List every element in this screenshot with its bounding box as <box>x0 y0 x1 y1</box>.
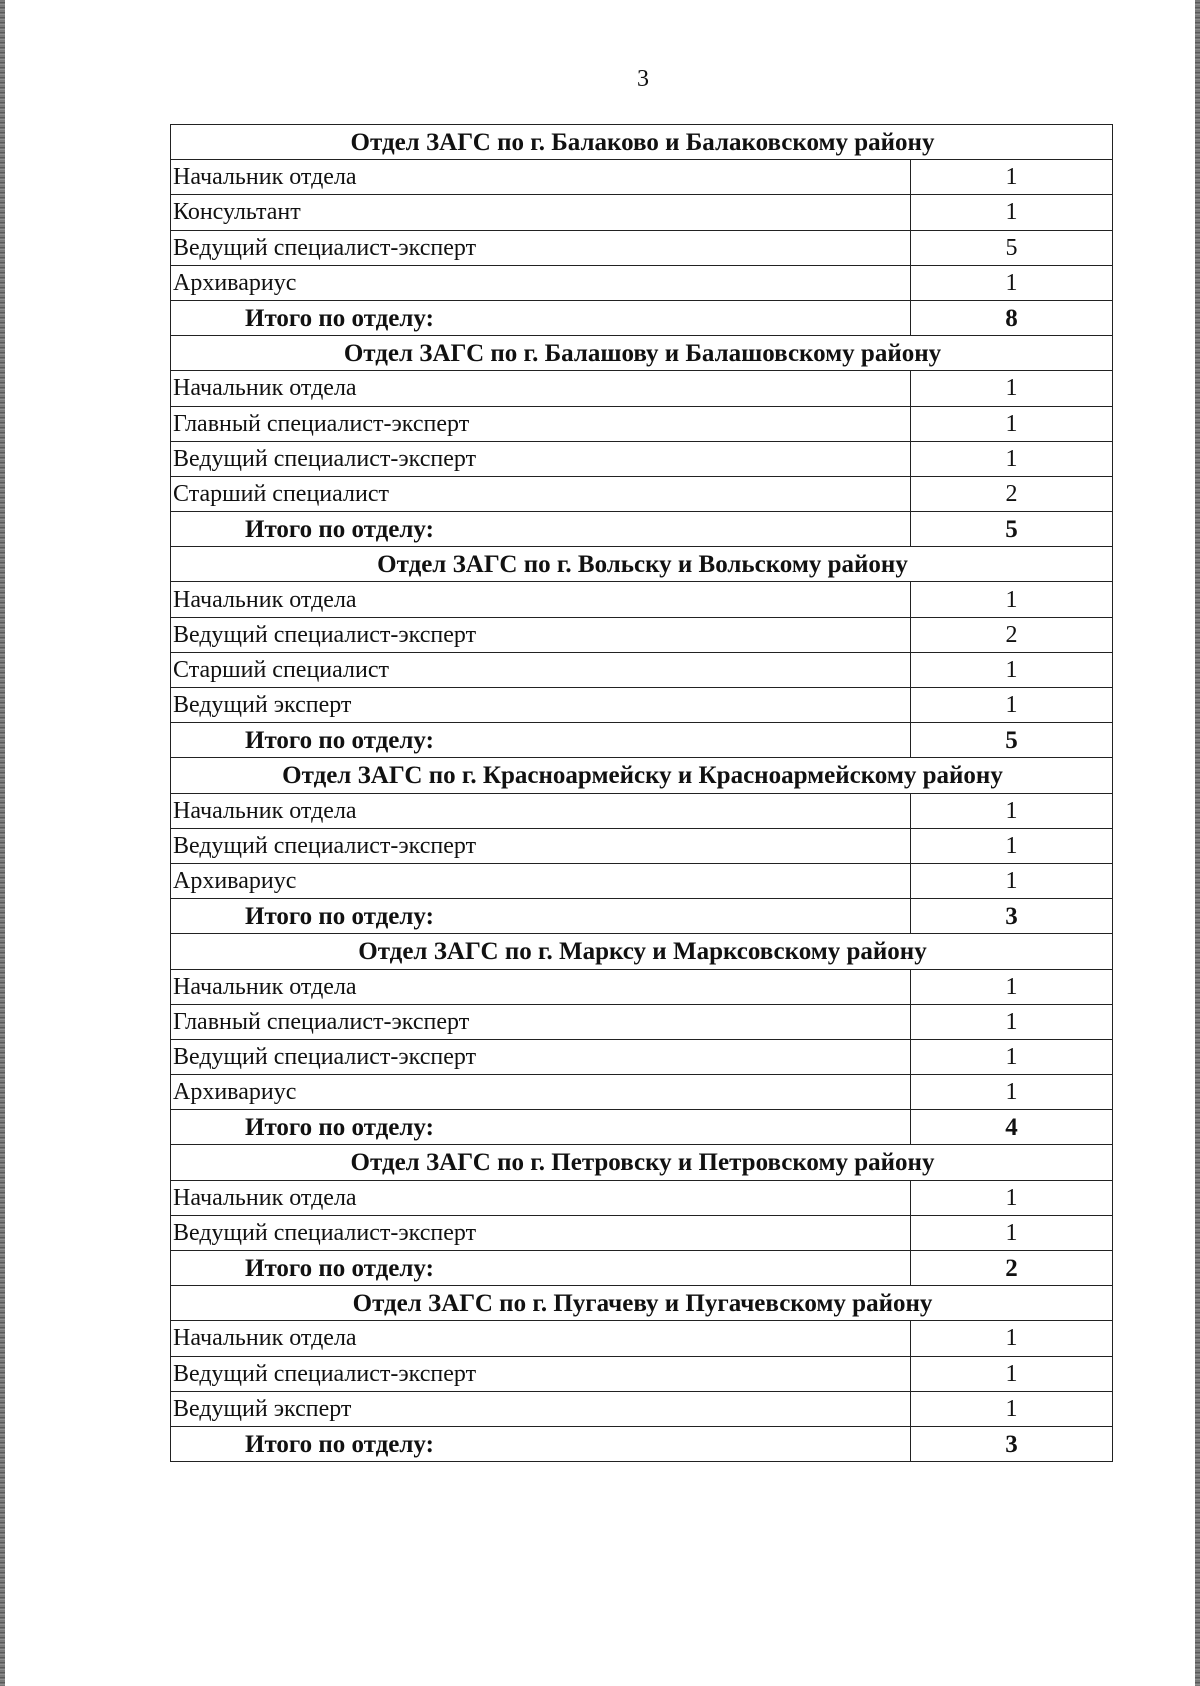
department-total-row <box>171 723 1113 758</box>
position-name: Ведущий специалист-эксперт <box>171 1356 911 1391</box>
total-value: 5 <box>911 512 1113 547</box>
total-value: 5 <box>911 723 1113 758</box>
department-title: Отдел ЗАГС по г. Балаково и Балаковскому району <box>171 125 1113 160</box>
total-value: 8 <box>911 300 1113 335</box>
scan-edge-right <box>1195 0 1200 1686</box>
department-title: Отдел ЗАГС по г. Вольску и Вольскому району <box>171 547 1113 582</box>
position-name: Архивариус <box>171 265 911 300</box>
position-name: Старший специалист <box>171 652 911 687</box>
position-name: Ведущий специалист-эксперт <box>171 1039 911 1074</box>
position-name: Начальник отдела <box>171 582 911 617</box>
table-row <box>171 195 1113 230</box>
position-name: Начальник отдела <box>171 969 911 1004</box>
department-header-row <box>171 1286 1113 1321</box>
department-total-row <box>171 1110 1113 1145</box>
department-total-row <box>171 899 1113 934</box>
table-row <box>171 265 1113 300</box>
position-name: Начальник отдела <box>171 793 911 828</box>
position-count: 1 <box>911 1321 1113 1356</box>
table-row <box>171 1075 1113 1110</box>
position-count: 1 <box>911 1075 1113 1110</box>
department-header-row <box>171 547 1113 582</box>
position-count: 1 <box>911 441 1113 476</box>
total-label: Итого по отделу: <box>171 723 911 758</box>
position-count: 1 <box>911 1356 1113 1391</box>
position-count: 2 <box>911 476 1113 511</box>
position-name: Старший специалист <box>171 476 911 511</box>
department-header-row <box>171 934 1113 969</box>
table-row <box>171 160 1113 195</box>
department-title: Отдел ЗАГС по г. Петровску и Петровскому району <box>171 1145 1113 1180</box>
position-name: Начальник отдела <box>171 160 911 195</box>
total-label: Итого по отделу: <box>171 899 911 934</box>
total-value: 2 <box>911 1251 1113 1286</box>
position-name: Начальник отдела <box>171 371 911 406</box>
position-count: 1 <box>911 406 1113 441</box>
total-value: 4 <box>911 1110 1113 1145</box>
table-row <box>171 652 1113 687</box>
department-title: Отдел ЗАГС по г. Пугачеву и Пугачевскому району <box>171 1286 1113 1321</box>
table-row <box>171 688 1113 723</box>
position-name: Архивариус <box>171 863 911 898</box>
position-name: Ведущий эксперт <box>171 688 911 723</box>
table-row <box>171 617 1113 652</box>
position-name: Главный специалист-эксперт <box>171 406 911 441</box>
position-name: Ведущий специалист-эксперт <box>171 441 911 476</box>
position-count: 1 <box>911 969 1113 1004</box>
position-count: 1 <box>911 371 1113 406</box>
total-value: 3 <box>911 899 1113 934</box>
scan-edge-left <box>0 0 5 1686</box>
table-row <box>171 582 1113 617</box>
position-count: 1 <box>911 1180 1113 1215</box>
table-row <box>171 1215 1113 1250</box>
position-count: 1 <box>911 688 1113 723</box>
table-row <box>171 406 1113 441</box>
total-value: 3 <box>911 1426 1113 1461</box>
position-name: Начальник отдела <box>171 1180 911 1215</box>
table-row <box>171 1391 1113 1426</box>
department-header-row <box>171 125 1113 160</box>
department-total-row <box>171 512 1113 547</box>
position-count: 2 <box>911 617 1113 652</box>
department-title: Отдел ЗАГС по г. Марксу и Марксовскому району <box>171 934 1113 969</box>
total-label: Итого по отделу: <box>171 1110 911 1145</box>
department-title: Отдел ЗАГС по г. Балашову и Балашовскому району <box>171 336 1113 371</box>
position-count: 1 <box>911 863 1113 898</box>
position-name: Ведущий специалист-эксперт <box>171 230 911 265</box>
position-count: 1 <box>911 793 1113 828</box>
table-row <box>171 230 1113 265</box>
table-row <box>171 969 1113 1004</box>
staffing-table-body <box>171 125 1113 1462</box>
position-count: 1 <box>911 652 1113 687</box>
department-total-row <box>171 300 1113 335</box>
department-header-row <box>171 1145 1113 1180</box>
position-count: 1 <box>911 1391 1113 1426</box>
table-row <box>171 476 1113 511</box>
position-count: 1 <box>911 160 1113 195</box>
department-title: Отдел ЗАГС по г. Красноармейску и Красноармейскому району <box>171 758 1113 793</box>
table-row <box>171 441 1113 476</box>
total-label: Итого по отделу: <box>171 1251 911 1286</box>
total-label: Итого по отделу: <box>171 512 911 547</box>
position-name: Консультант <box>171 195 911 230</box>
department-header-row <box>171 758 1113 793</box>
table-row <box>171 1321 1113 1356</box>
table-row <box>171 1039 1113 1074</box>
position-count: 5 <box>911 230 1113 265</box>
position-name: Ведущий специалист-эксперт <box>171 828 911 863</box>
table-row <box>171 1356 1113 1391</box>
position-count: 1 <box>911 828 1113 863</box>
table-row <box>171 1180 1113 1215</box>
total-label: Итого по отделу: <box>171 300 911 335</box>
position-name: Начальник отдела <box>171 1321 911 1356</box>
position-count: 1 <box>911 1004 1113 1039</box>
department-total-row <box>171 1251 1113 1286</box>
position-count: 1 <box>911 1215 1113 1250</box>
position-name: Ведущий специалист-эксперт <box>171 617 911 652</box>
page-number: 3 <box>637 66 649 92</box>
staffing-table <box>170 124 1113 1462</box>
position-count: 1 <box>911 265 1113 300</box>
table-row <box>171 863 1113 898</box>
position-count: 1 <box>911 582 1113 617</box>
table-row <box>171 1004 1113 1039</box>
total-label: Итого по отделу: <box>171 1426 911 1461</box>
position-name: Ведущий специалист-эксперт <box>171 1215 911 1250</box>
table-row <box>171 371 1113 406</box>
position-name: Ведущий эксперт <box>171 1391 911 1426</box>
table-row <box>171 793 1113 828</box>
table-row <box>171 828 1113 863</box>
position-count: 1 <box>911 1039 1113 1074</box>
position-name: Главный специалист-эксперт <box>171 1004 911 1039</box>
position-count: 1 <box>911 195 1113 230</box>
department-total-row <box>171 1426 1113 1461</box>
position-name: Архивариус <box>171 1075 911 1110</box>
department-header-row <box>171 336 1113 371</box>
